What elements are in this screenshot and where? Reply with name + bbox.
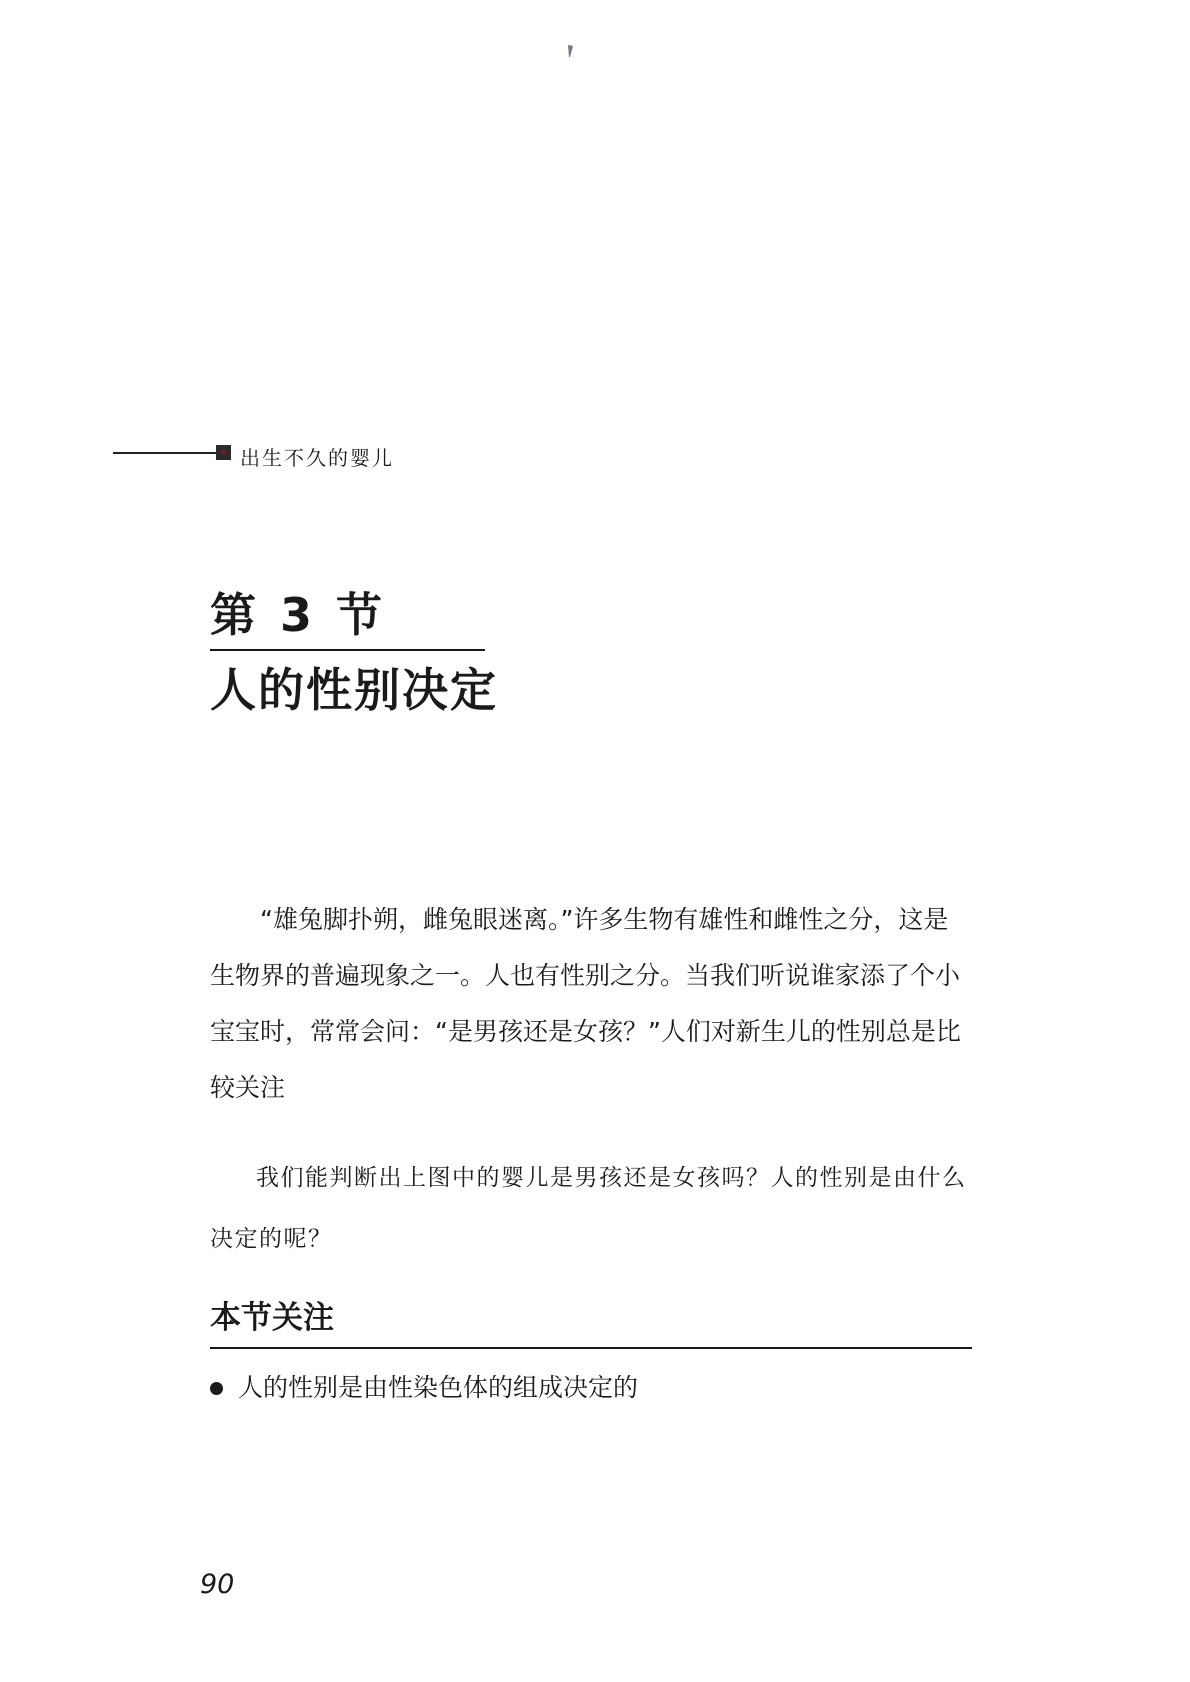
- question-paragraph: 我们能判断出上图中的婴儿是男孩还是女孩吗？人的性别是由什么决定的呢？: [210, 1165, 967, 1252]
- focus-heading: 本节关注: [210, 1300, 334, 1336]
- scan-mark-icon: [566, 44, 574, 58]
- page-number: 90: [200, 1569, 235, 1600]
- focus-list-item: [210, 1368, 638, 1408]
- figure-caption: 出生不久的婴儿: [240, 446, 394, 470]
- caption-square-icon: [216, 445, 231, 460]
- intro-paragraph: “雄兔脚扑朔，雌兔眼迷离。”许多生物有雄性和雌性之分，这是生物界的普遍现象之一。人也有性别之分。当我们听说谁家添了个小宝宝时，常常会问：“是男孩还是女孩？”人们对新生儿的性别总是比较关注: [210, 905, 961, 1102]
- bullet-icon: [210, 1382, 223, 1395]
- focus-rule: [210, 1347, 972, 1349]
- title-underline: [210, 649, 485, 651]
- section-title: 人的性别决定: [210, 663, 498, 717]
- section-number: 第 3 节: [210, 588, 387, 642]
- focus-item-text: 人的性别是由性染色体的组成决定的: [238, 1373, 639, 1402]
- caption-rule: [113, 452, 216, 454]
